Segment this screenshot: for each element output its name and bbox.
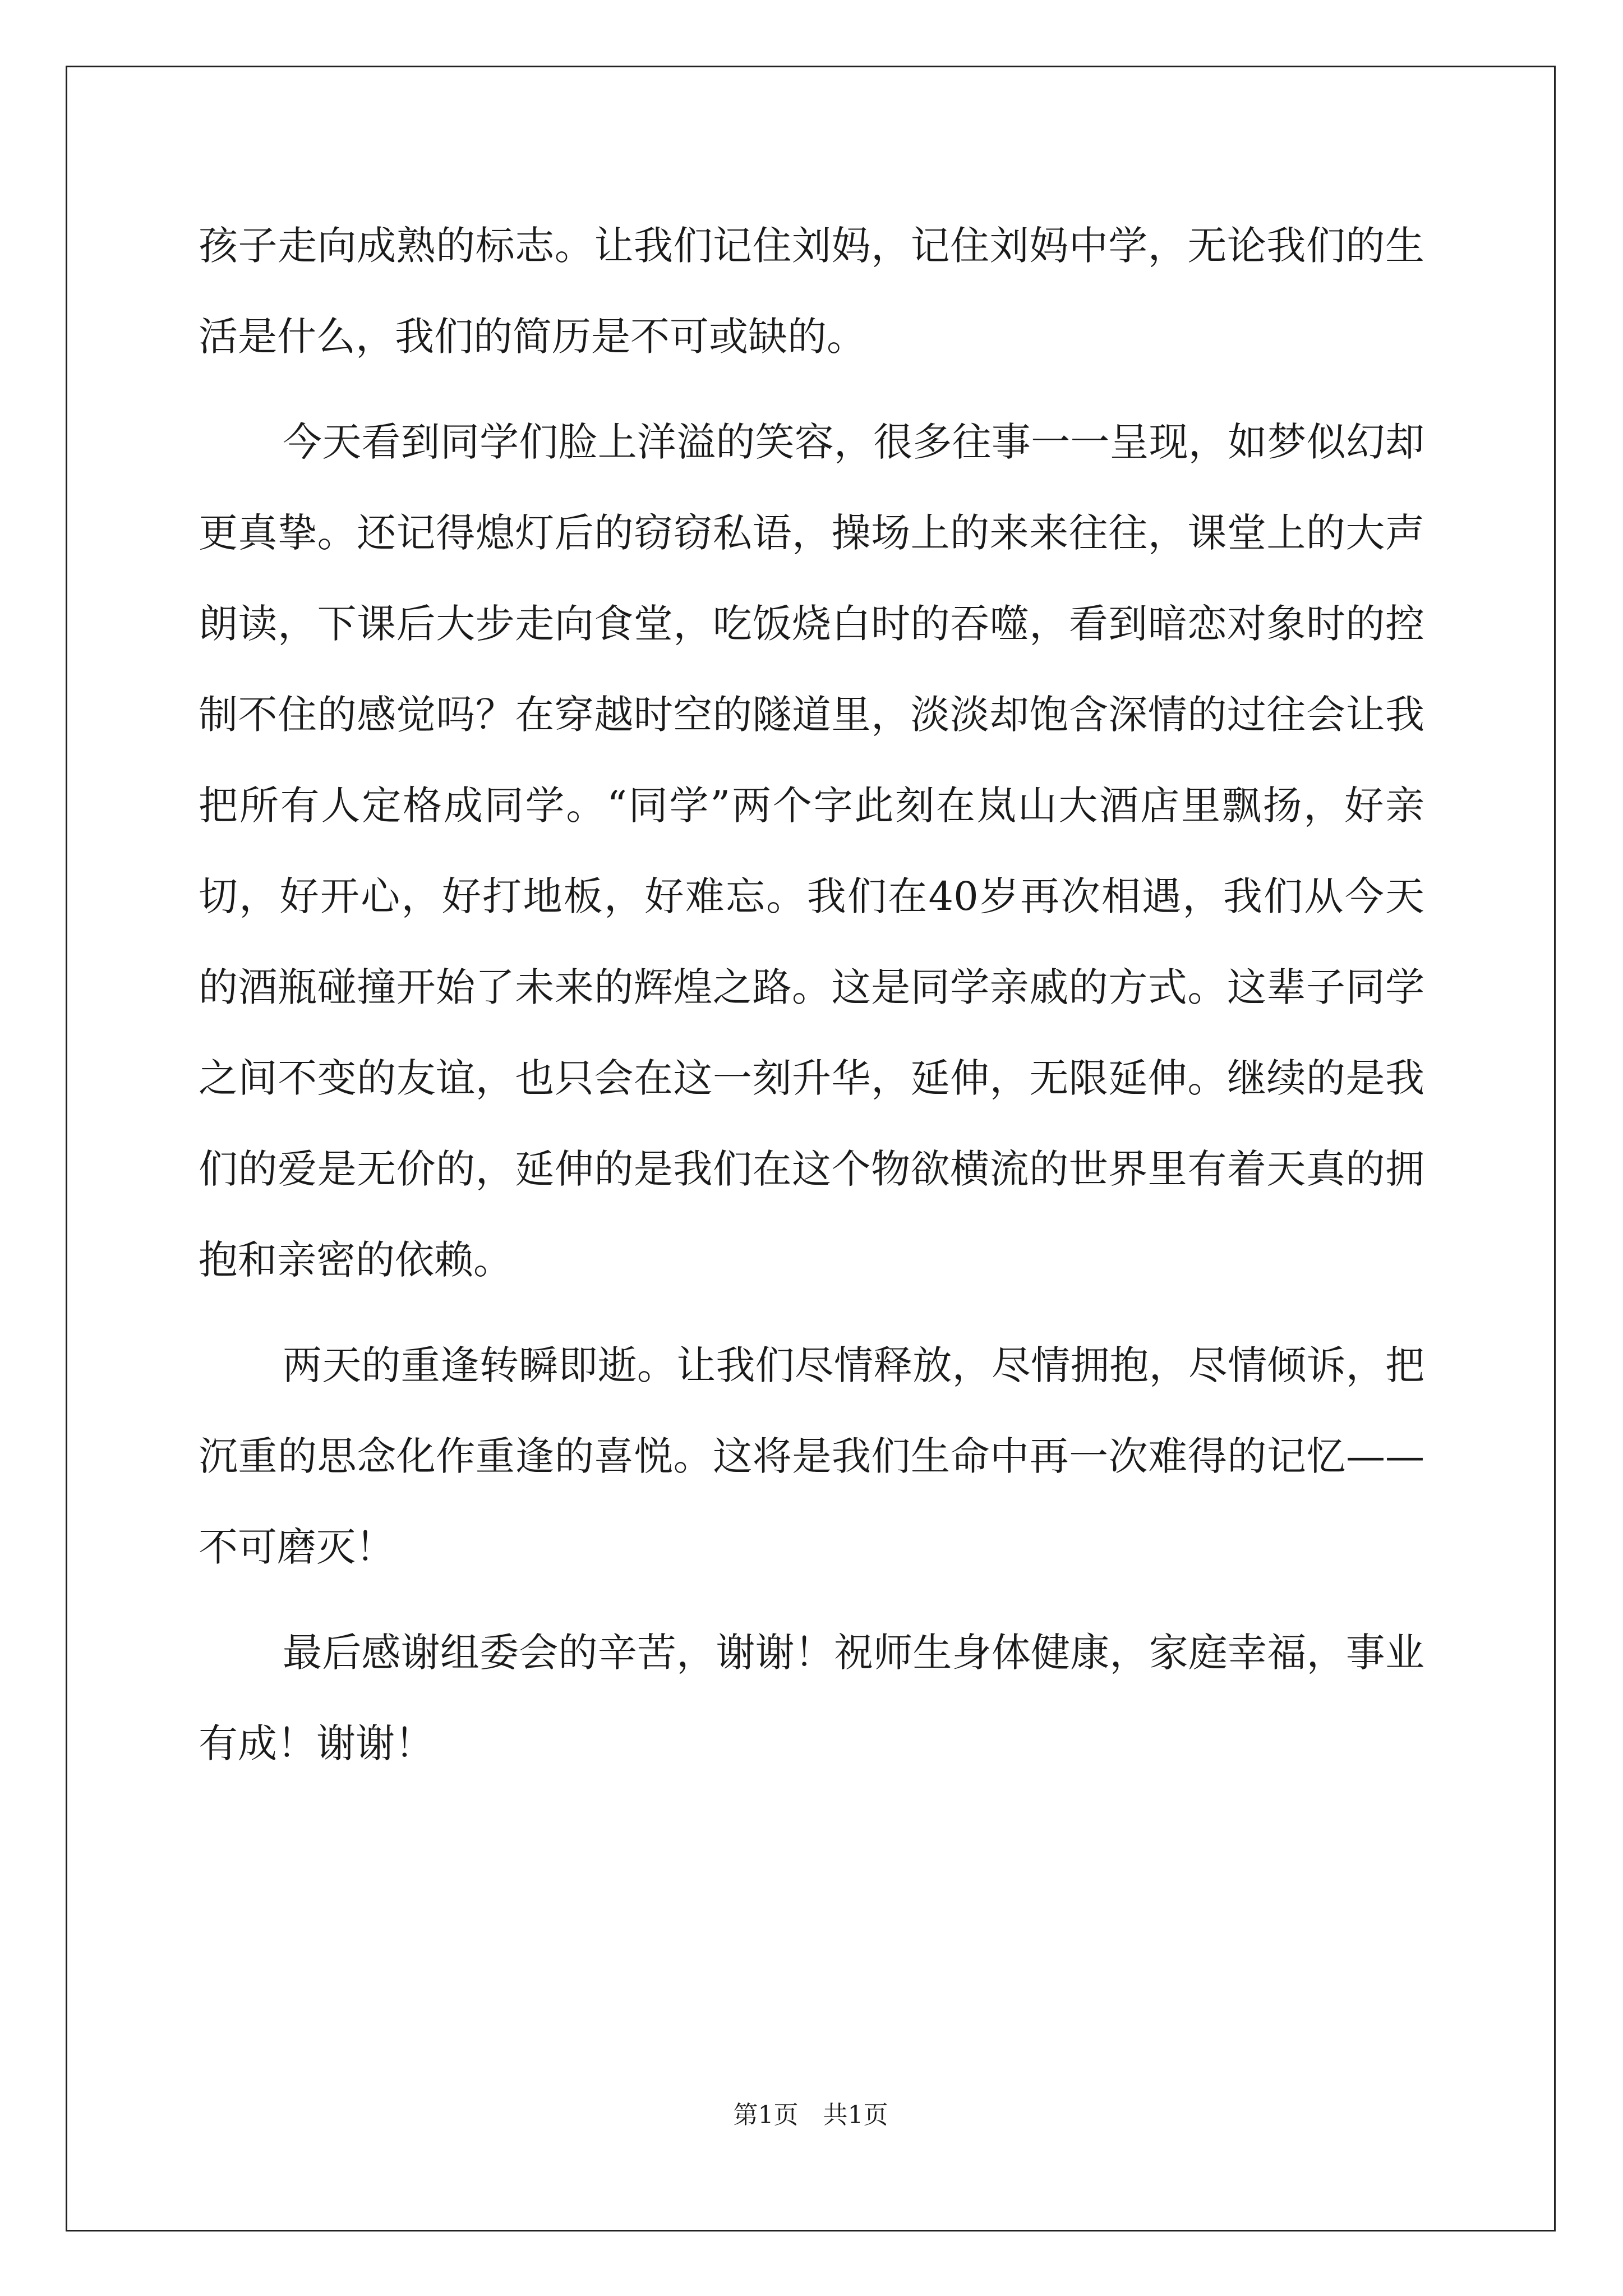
- text-line: 时的控制不住的感觉吗？在穿越时空的隧道里，淡淡却饱含深情的过: [199, 601, 1425, 738]
- text-line: ——不可磨灭！: [199, 1433, 1424, 1570]
- paragraph-memories: [199, 397, 1424, 1305]
- text-line: 有着天真的拥抱和亲密的依赖。: [199, 1146, 1425, 1283]
- text-line: 业有成！谢谢！: [199, 1630, 1424, 1766]
- text-line: 飘扬，好亲切，好开心，好打地板，好难忘。我们在40岁再次相遇，: [199, 783, 1425, 919]
- text-line: 孩子走向成熟的标志。让我们记住刘妈，记住刘妈中学，无论我们的: [199, 223, 1385, 269]
- document-body: [199, 200, 1424, 1803]
- text-line: 我们从今天的酒瓶碰撞开始了未来的辉煌之路。这是同学亲戚的方式。: [199, 873, 1424, 1010]
- text-line: 两天的重逢转瞬即逝。让我们尽情释放，尽情拥抱，尽情倾诉，: [283, 1342, 1385, 1388]
- paragraph-reunion: [199, 1320, 1424, 1593]
- text-line: 把沉重的思念化作重逢的喜悦。这将是我们生命中再一次难得的记忆: [199, 1342, 1424, 1479]
- text-line: 这辈子同学之间不变的友谊，也只会在这一刻升华，延伸，无限延伸。: [199, 964, 1425, 1101]
- page-number-footer: 第1页 共1页: [733, 2101, 888, 2129]
- text-line: 却更真挚。还记得熄灯后的窃窃私语，操场上的来来往往，课堂上的: [199, 419, 1424, 556]
- text-line: 继续的是我们的爱是无价的，延伸的是我们在这个物欲横流的世界里: [199, 1055, 1425, 1192]
- text-line: 今天看到同学们脸上洋溢的笑容，很多往事一一呈现，如梦似幻: [283, 419, 1385, 465]
- paragraph-continuation: [199, 200, 1424, 382]
- text-line: 大声朗读，下课后大步走向食堂，吃饭烧白时的吞噬，看到暗恋对象: [199, 510, 1425, 647]
- text-line: 往会让我把所有人定格成同学。“同学”两个字此刻在岚山大酒店里: [199, 692, 1425, 829]
- paragraph-thanks: [199, 1607, 1424, 1789]
- text-line: 生活是什么，我们的简历是不可或缺的。: [199, 223, 1424, 360]
- text-line: 最后感谢组委会的辛苦，谢谢！祝师生身体健康，家庭幸福，事: [283, 1630, 1385, 1676]
